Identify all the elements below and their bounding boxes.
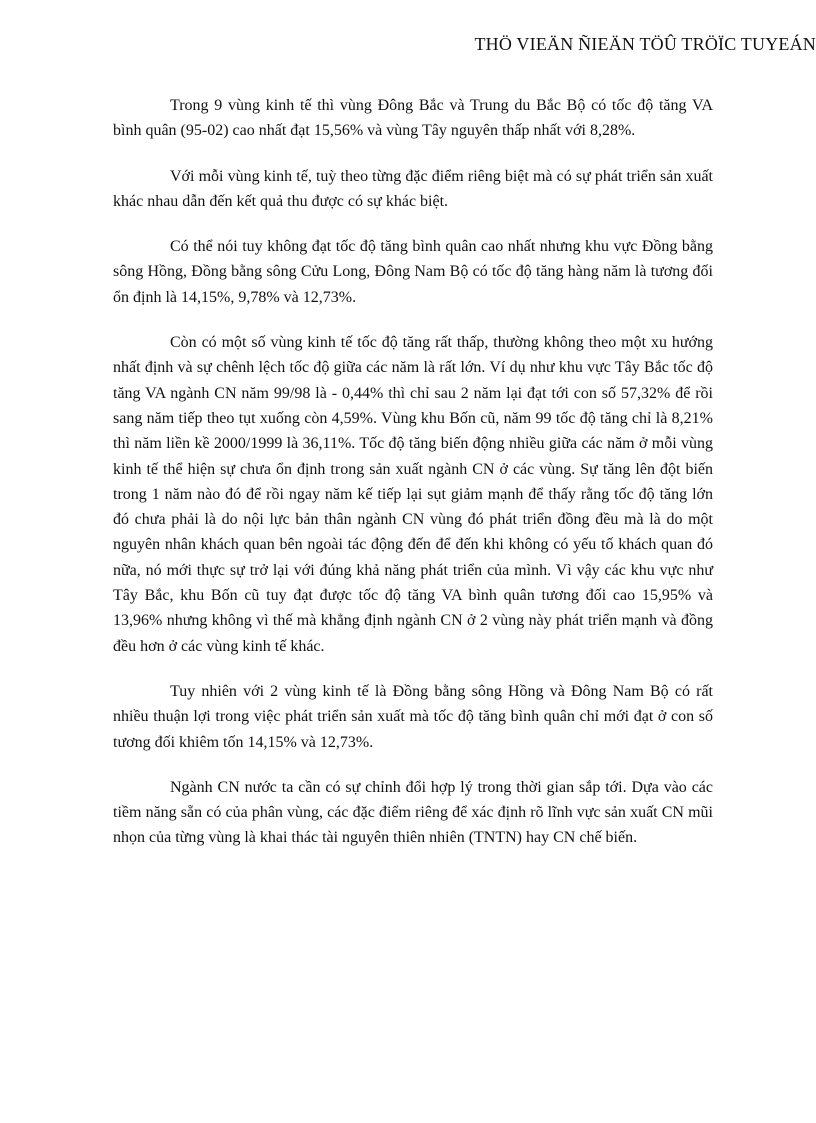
paragraph: Còn có một số vùng kinh tế tốc độ tăng rất thấp, thường không theo một xu hướng nhất định và sự chênh lệch tốc độ giữa các năm là rất lớn. Ví dụ như khu vực Tây Bắc tốc độ tăng VA ngành CN năm 99/98 là - 0,44% thì chỉ sau 2 năm lại đạt tới con số 57,32% để rồi sang năm tiếp theo tụt xuống còn 4,59%. Vùng khu Bốn cũ, năm 99 tốc độ tăng chỉ là 8,21% thì năm liền kề 2000/1999 là 36,11%. Tốc độ tăng biến động nhiều giữa các năm ở mỗi vùng kinh tế thể hiện sự chưa ổn định trong sản xuất ngành CN ở các vùng. Sự tăng lên đột biến trong 1 năm nào đó để rồi ngay năm kế tiếp lại sụt giảm mạnh để thấy rằng tốc độ tăng lớn đó chưa phải là do nội lực bản thân ngành CN vùng đó phát triển đồng đều mà là do một nguyên nhân khách quan bên ngoài tác động đến để đến khi không có yếu tố khách quan đó nữa, nó mới thực sự trở lại với đúng khả năng phát triển của mình. Vì vậy các khu vực như Tây Bắc, khu Bốn cũ tuy đạt được tốc độ tăng VA bình quân tương đối cao 15,95% và 13,96% nhưng không vì thế mà khẳng định ngành CN ở 2 vùng này phát triển mạnh và đồng đều hơn ở các vùng kinh tế khác. xyxy=(113,334,713,655)
paragraph: Ngành CN nước ta cần có sự chỉnh đổi hợp lý trong thời gian sắp tới. Dựa vào các tiềm năng sẵn có của phân vùng, các đặc điểm riêng để xác định rõ lĩnh vực sản xuất CN mũi nhọn của từng vùng là khai thác tài nguyên thiên nhiên (TNTN) hay CN chế biến. xyxy=(113,778,713,847)
page-header: THÖ VIEÄN ÑIEÄN TÖÛ TRÖÏC TUYEÁN xyxy=(474,34,816,54)
paragraph: Có thể nói tuy không đạt tốc độ tăng bình quân cao nhất nhưng khu vực Đồng bằng sông Hồng, Đồng bằng sông Cửu Long, Đông Nam Bộ có tốc độ tăng hàng năm là tương đối ổn định là 14,15%, 9,78% và 12,73%. xyxy=(113,238,713,306)
document-body xyxy=(113,93,713,871)
paragraph: Trong 9 vùng kinh tế thì vùng Đông Bắc và Trung du Bắc Bộ có tốc độ tăng VA bình quân (95-02) cao nhất đạt 15,56% và vùng Tây nguyên thấp nhất với 8,28%. xyxy=(113,97,713,140)
paragraph: Với mỗi vùng kinh tế, tuỳ theo từng đặc điểm riêng biệt mà có sự phát triển sản xuất khác nhau dẫn đến kết quả thu được có sự khác biệt. xyxy=(113,167,713,210)
paragraph: Tuy nhiên với 2 vùng kinh tế là Đồng bằng sông Hồng và Đông Nam Bộ có rất nhiều thuận lợi trong việc phát triển sản xuất mà tốc độ tăng bình quân chỉ mới đạt ở con số tương đối khiêm tốn 14,15% và 12,73%. xyxy=(113,682,713,751)
